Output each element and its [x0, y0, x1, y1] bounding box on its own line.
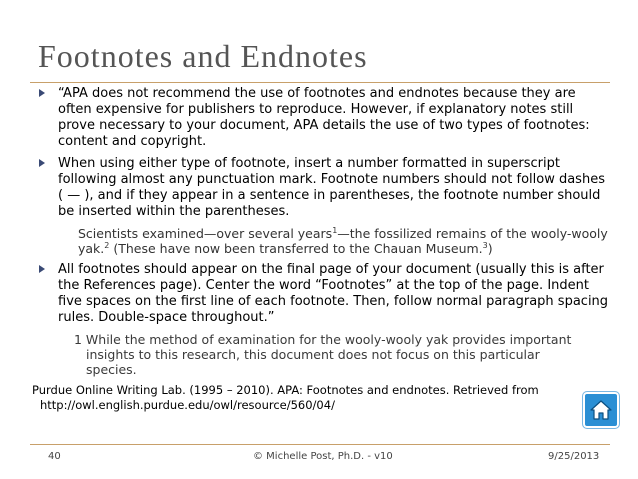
home-icon [589, 398, 613, 422]
footer-date: 9/25/2013 [548, 451, 600, 462]
example-sentence [40, 226, 610, 256]
bullet-item [40, 262, 610, 326]
example-text: ) [487, 241, 493, 256]
footnote-number: 1 [332, 225, 338, 235]
example-text: Scientists examined—over several years [78, 226, 333, 241]
example-text: (These have now been transferred to the Chauan Museum. [109, 241, 483, 256]
source-citation: Purdue Online Writing Lab. (1995 – 2010). APA: Footnotes and endnotes. Retrieved from http://owl.english.purdue.edu/owl/resource/560/04/ [32, 383, 539, 412]
bullet-text: When using either type of footnote, insert a number formatted in superscript following almost any punctuation mark. Footnote numbers should not follow dashes ( — ), and if they appear in a sentence in parentheses, the footnote number should be inserted within the parentheses. [58, 156, 605, 219]
footer-author: © Michelle Post, Ph.D. - v10 [253, 451, 393, 462]
example-text: —the fossilized remains of the wooly-wooly yak. [78, 226, 608, 256]
triangle-bullet-icon [39, 265, 45, 273]
bullet-text: All footnotes should appear on the final page of your document (usually this is after the References page). Center the word “Footnotes” at the top of the page. Indent five spaces on the first line of each footnote. Then, follow normal paragraph spacing rules. Double-space throughout.” [58, 262, 609, 325]
home-button[interactable] [583, 392, 619, 428]
footer-divider [30, 444, 610, 445]
triangle-bullet-icon [39, 89, 45, 97]
triangle-bullet-icon [39, 159, 45, 167]
slide-content [32, 86, 610, 413]
footnote-example: 1 While the method of examination for the wooly-wooly yak provides important insights to this research, this document does not focus on this particular species. [74, 332, 572, 377]
footnote-number: 3 [482, 240, 488, 250]
title-divider [30, 82, 610, 83]
bullet-item [40, 86, 610, 150]
footnote-number: 2 [104, 240, 110, 250]
bullet-text: “APA does not recommend the use of footnotes and endnotes because they are often expensive for publishers to reproduce. However, if explanatory notes still prove necessary to your document, APA details the use of two types of footnotes: content and copyright. [58, 86, 590, 149]
page-number: 40 [48, 451, 61, 462]
bullet-item [40, 156, 610, 220]
slide-title: Footnotes and Endnotes [38, 38, 368, 74]
